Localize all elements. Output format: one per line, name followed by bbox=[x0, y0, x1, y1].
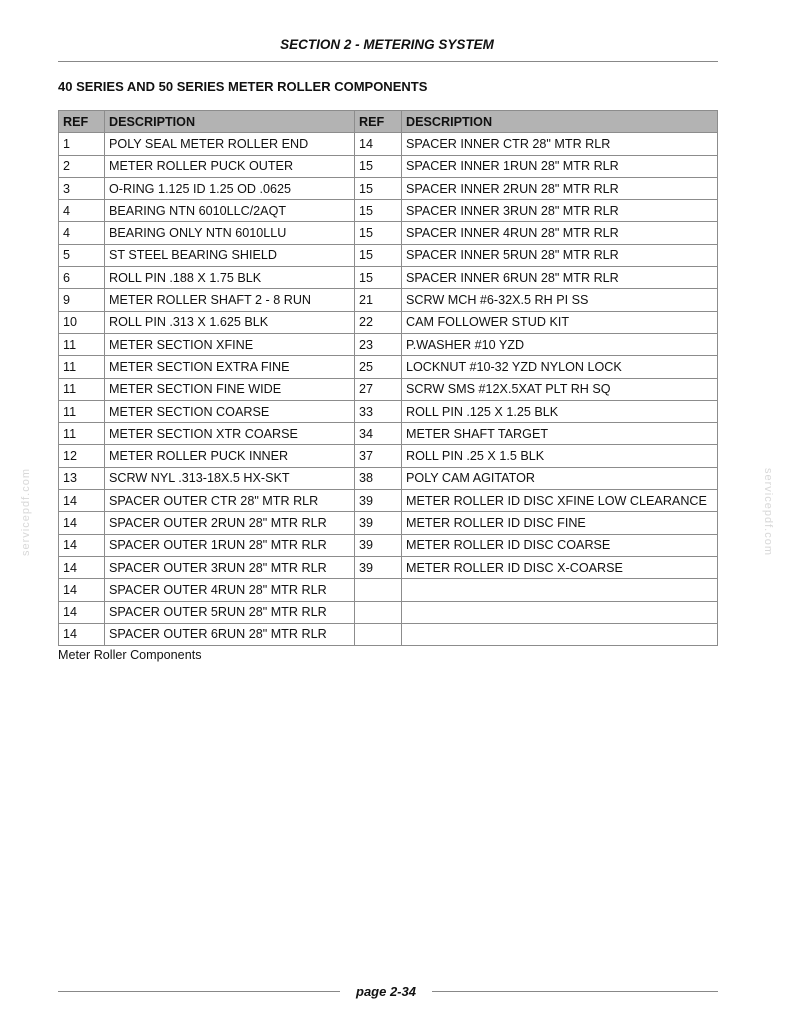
table-row bbox=[59, 333, 718, 355]
table-row bbox=[59, 356, 718, 378]
cell-description: SPACER OUTER 6RUN 28" MTR RLR bbox=[105, 623, 355, 645]
cell-description-2: POLY CAM AGITATOR bbox=[402, 467, 718, 489]
parts-table-body bbox=[59, 133, 718, 646]
cell-description-2: METER ROLLER ID DISC X-COARSE bbox=[402, 556, 718, 578]
cell-description-2: ROLL PIN .25 X 1.5 BLK bbox=[402, 445, 718, 467]
table-row bbox=[59, 133, 718, 155]
table-row bbox=[59, 289, 718, 311]
cell-ref-2: 15 bbox=[355, 155, 402, 177]
cell-ref-2: 37 bbox=[355, 445, 402, 467]
parts-table-header bbox=[59, 111, 718, 133]
cell-description: SPACER OUTER 1RUN 28" MTR RLR bbox=[105, 534, 355, 556]
cell-description-2: SPACER INNER 5RUN 28" MTR RLR bbox=[402, 244, 718, 266]
cell-description-2: SPACER INNER CTR 28" MTR RLR bbox=[402, 133, 718, 155]
cell-description-2: METER ROLLER ID DISC COARSE bbox=[402, 534, 718, 556]
cell-description-2: SPACER INNER 3RUN 28" MTR RLR bbox=[402, 200, 718, 222]
watermark-right: servicepdf.com bbox=[762, 468, 774, 556]
cell-description-2: LOCKNUT #10-32 YZD NYLON LOCK bbox=[402, 356, 718, 378]
cell-description-2 bbox=[402, 579, 718, 601]
cell-ref: 12 bbox=[59, 445, 105, 467]
cell-description: METER SECTION COARSE bbox=[105, 400, 355, 422]
cell-description: METER SECTION EXTRA FINE bbox=[105, 356, 355, 378]
cell-ref-2: 27 bbox=[355, 378, 402, 400]
table-row bbox=[59, 534, 718, 556]
cell-description-2: SPACER INNER 4RUN 28" MTR RLR bbox=[402, 222, 718, 244]
cell-ref: 9 bbox=[59, 289, 105, 311]
cell-ref-2: 21 bbox=[355, 289, 402, 311]
cell-description-2: ROLL PIN .125 X 1.25 BLK bbox=[402, 400, 718, 422]
cell-ref: 11 bbox=[59, 333, 105, 355]
table-row bbox=[59, 200, 718, 222]
cell-ref-2: 33 bbox=[355, 400, 402, 422]
cell-ref-2: 14 bbox=[355, 133, 402, 155]
cell-description-2: CAM FOLLOWER STUD KIT bbox=[402, 311, 718, 333]
table-row bbox=[59, 579, 718, 601]
header-divider bbox=[58, 61, 718, 62]
cell-description: O-RING 1.125 ID 1.25 OD .0625 bbox=[105, 177, 355, 199]
cell-ref: 13 bbox=[59, 467, 105, 489]
table-row bbox=[59, 177, 718, 199]
cell-description: SCRW NYL .313-18X.5 HX-SKT bbox=[105, 467, 355, 489]
cell-ref-2: 15 bbox=[355, 267, 402, 289]
footer-divider-right bbox=[432, 991, 718, 992]
cell-description: SPACER OUTER 5RUN 28" MTR RLR bbox=[105, 601, 355, 623]
cell-description-2: SCRW SMS #12X.5XAT PLT RH SQ bbox=[402, 378, 718, 400]
cell-ref: 14 bbox=[59, 623, 105, 645]
cell-description-2 bbox=[402, 623, 718, 645]
section-header: SECTION 2 - METERING SYSTEM bbox=[280, 37, 494, 52]
cell-description-2: SCRW MCH #6-32X.5 RH PI SS bbox=[402, 289, 718, 311]
cell-description: BEARING NTN 6010LLC/2AQT bbox=[105, 200, 355, 222]
cell-ref-2 bbox=[355, 623, 402, 645]
cell-description: ROLL PIN .188 X 1.75 BLK bbox=[105, 267, 355, 289]
cell-description: BEARING ONLY NTN 6010LLU bbox=[105, 222, 355, 244]
cell-ref: 14 bbox=[59, 601, 105, 623]
table-row bbox=[59, 378, 718, 400]
cell-ref: 14 bbox=[59, 579, 105, 601]
column-header-description: DESCRIPTION bbox=[105, 111, 355, 133]
cell-description-2: SPACER INNER 1RUN 28" MTR RLR bbox=[402, 155, 718, 177]
cell-description: METER ROLLER PUCK INNER bbox=[105, 445, 355, 467]
cell-ref-2: 15 bbox=[355, 200, 402, 222]
cell-description-2: SPACER INNER 2RUN 28" MTR RLR bbox=[402, 177, 718, 199]
cell-ref: 5 bbox=[59, 244, 105, 266]
table-row bbox=[59, 512, 718, 534]
cell-ref-2 bbox=[355, 601, 402, 623]
table-caption: Meter Roller Components bbox=[58, 648, 202, 662]
cell-description: SPACER OUTER 2RUN 28" MTR RLR bbox=[105, 512, 355, 534]
cell-description: METER SECTION XFINE bbox=[105, 333, 355, 355]
cell-ref-2: 15 bbox=[355, 244, 402, 266]
table-row bbox=[59, 601, 718, 623]
table-row bbox=[59, 623, 718, 645]
cell-description: METER SECTION XTR COARSE bbox=[105, 423, 355, 445]
cell-ref-2: 39 bbox=[355, 512, 402, 534]
table-row bbox=[59, 445, 718, 467]
cell-ref: 14 bbox=[59, 490, 105, 512]
cell-ref: 14 bbox=[59, 512, 105, 534]
cell-ref-2: 38 bbox=[355, 467, 402, 489]
cell-ref: 3 bbox=[59, 177, 105, 199]
cell-ref-2: 39 bbox=[355, 556, 402, 578]
cell-ref: 11 bbox=[59, 423, 105, 445]
cell-description: SPACER OUTER 4RUN 28" MTR RLR bbox=[105, 579, 355, 601]
table-row bbox=[59, 400, 718, 422]
table-row bbox=[59, 244, 718, 266]
cell-ref: 11 bbox=[59, 378, 105, 400]
cell-ref-2: 39 bbox=[355, 534, 402, 556]
cell-description-2: METER ROLLER ID DISC XFINE LOW CLEARANCE bbox=[402, 490, 718, 512]
cell-ref: 2 bbox=[59, 155, 105, 177]
cell-description: ROLL PIN .313 X 1.625 BLK bbox=[105, 311, 355, 333]
cell-description: METER ROLLER SHAFT 2 - 8 RUN bbox=[105, 289, 355, 311]
cell-ref-2: 23 bbox=[355, 333, 402, 355]
table-row bbox=[59, 490, 718, 512]
cell-ref: 14 bbox=[59, 556, 105, 578]
watermark-left: servicepdf.com bbox=[20, 468, 32, 556]
cell-ref: 11 bbox=[59, 400, 105, 422]
footer-divider-left bbox=[58, 991, 340, 992]
cell-ref-2: 39 bbox=[355, 490, 402, 512]
table-row bbox=[59, 556, 718, 578]
page-title: 40 SERIES AND 50 SERIES METER ROLLER COMPONENTS bbox=[58, 79, 428, 94]
cell-description: ST STEEL BEARING SHIELD bbox=[105, 244, 355, 266]
cell-ref-2: 25 bbox=[355, 356, 402, 378]
column-header-description-2: DESCRIPTION bbox=[402, 111, 718, 133]
cell-ref-2 bbox=[355, 579, 402, 601]
table-row bbox=[59, 311, 718, 333]
table-row bbox=[59, 467, 718, 489]
cell-description: POLY SEAL METER ROLLER END bbox=[105, 133, 355, 155]
cell-ref: 6 bbox=[59, 267, 105, 289]
cell-ref-2: 15 bbox=[355, 177, 402, 199]
table-row bbox=[59, 155, 718, 177]
cell-description: METER ROLLER PUCK OUTER bbox=[105, 155, 355, 177]
cell-ref: 14 bbox=[59, 534, 105, 556]
parts-table bbox=[58, 110, 718, 646]
cell-ref: 4 bbox=[59, 222, 105, 244]
header-row bbox=[59, 111, 718, 133]
cell-ref: 4 bbox=[59, 200, 105, 222]
cell-description: SPACER OUTER 3RUN 28" MTR RLR bbox=[105, 556, 355, 578]
table-row bbox=[59, 267, 718, 289]
column-header-ref-2: REF bbox=[355, 111, 402, 133]
cell-ref: 1 bbox=[59, 133, 105, 155]
cell-description-2: SPACER INNER 6RUN 28" MTR RLR bbox=[402, 267, 718, 289]
cell-ref-2: 22 bbox=[355, 311, 402, 333]
table-row bbox=[59, 222, 718, 244]
cell-ref: 11 bbox=[59, 356, 105, 378]
column-header-ref: REF bbox=[59, 111, 105, 133]
cell-description: SPACER OUTER CTR 28" MTR RLR bbox=[105, 490, 355, 512]
cell-description: METER SECTION FINE WIDE bbox=[105, 378, 355, 400]
cell-ref: 10 bbox=[59, 311, 105, 333]
cell-description-2: METER ROLLER ID DISC FINE bbox=[402, 512, 718, 534]
page-number: page 2-34 bbox=[356, 984, 416, 999]
cell-ref-2: 15 bbox=[355, 222, 402, 244]
cell-description-2: METER SHAFT TARGET bbox=[402, 423, 718, 445]
table-row bbox=[59, 423, 718, 445]
cell-ref-2: 34 bbox=[355, 423, 402, 445]
cell-description-2: P.WASHER #10 YZD bbox=[402, 333, 718, 355]
cell-description-2 bbox=[402, 601, 718, 623]
